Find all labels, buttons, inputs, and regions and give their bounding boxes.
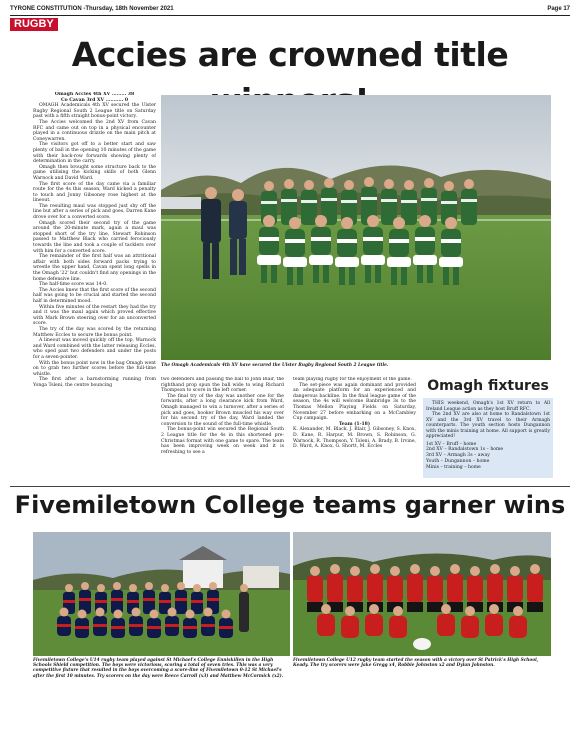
paragraph: The first after a barnstorming running from Yonga Tsleni, the centre bouncing: [33, 377, 156, 388]
story-divider: [10, 486, 570, 487]
paragraph: With the bonus point now in the bag Omagh went on to grab two further scores before the full-time whistle.: [33, 360, 156, 377]
paragraph: The Accies knew that the first score of the second half was going to be crucial and started the second half in determined mood.: [33, 287, 156, 304]
section-tag: RUGBY: [10, 18, 58, 31]
fixture-item: Minis – training – home: [426, 464, 481, 470]
fixture-item: 2nd XV – Randalstown 1s – home: [426, 447, 504, 453]
paragraph: Omagh scored their second try of the game around the 20-minute mark, again a maul was stopped short of the try line, Stewart Robinson passed to Matthew Black who carried ferociously towards the line and took a couple of tacklers over with him for a converted score.: [33, 220, 156, 254]
score-line-2: Co Cavan 3rd XV ........... 0: [60, 97, 129, 103]
story1-column-1: [33, 92, 156, 477]
paragraph: The set-piece was again dominant and provided an adequate platform for an experienced and dangerous backline. In the final league game of the season, the 4s will welcome Banbridge 3s to the Thomas Mellon Playing Fields on Saturday, November 27 before embarking on a McCambley Cup campaign.: [293, 382, 416, 422]
fixture-item: 1st XV – Bruff – home: [426, 441, 477, 447]
score-line-1: Omagh Accies 4th XV ......... 38: [54, 92, 135, 97]
page-number: Page 17: [547, 6, 570, 12]
paragraph: The resulting maul was stopped just shy off the line but after a series of pick and goes, Darren Kane drove over for a converted score.: [33, 203, 156, 221]
story1-column-3: [293, 377, 416, 477]
fixture-item: Youth – Dungannon – home: [426, 458, 490, 464]
paragraph: OMAGH Academicals 4th XV secured the Ulster Rugby Regional South 2 League title on Saturday past with a fifth straight bonus-point victory.: [33, 103, 156, 120]
paragraph: Omagh then brought some structure back to the game utilising the kicking skills of both Glenn Warnock and David Ward.: [33, 164, 156, 181]
paragraph: The final try of the day was another one for the forwards, after a long clearance kick from Ward, Omagh managed to win a turnover, after a series of pick and goes, hooker Brown muscled his way over for his second try of the day, Ward landed the conversion to the sound of the full-time whistle.: [161, 393, 284, 427]
paragraph: Within five minutes of the restart they had the try and it was the maul again which proved effective with Mark Brown steering over for an unconverted score.: [33, 304, 156, 327]
fixtures-box: [423, 398, 553, 478]
paragraph: The try of the day was scored by the returning Matthew Eccles to secure the bonus point.: [33, 326, 156, 338]
fixture-item: 3rd XV – Armagh 3s – away: [426, 453, 490, 459]
team-photo-caption: The Omagh Academicals 4th XV have secured the Ulster Rugby Regional South 2 League title.: [161, 363, 389, 368]
paragraph: The visitors got off to a better start and saw plenty of ball in the opening 10 minutes of the game with their back-row forwards showing plenty of determination in the carry.: [33, 142, 156, 165]
story1-headline: Accies are crowned title: [71, 35, 509, 74]
fixtures-paragraph: The 2nd XV are also at home to Randalstown 1st XV and the 3rd XV travel to their Armagh counterparts. The youth section hosts Dungannon with the minis training at home. All support is greatly appreciated!: [426, 412, 550, 439]
u12-team-photo: [293, 532, 551, 656]
u14-team-photo: [33, 532, 290, 656]
u12-caption: Fivemiletown College U12 rugby team started the season with a victory over St Patrick's High School, Keady. The try scorers were Jake Gregg x4, Robbie Johnston x2 and Dylan Johnston.: [293, 658, 539, 669]
fixtures-intro: THIS weekend, Omagh's 1st XV return to All Ireland League action as they host Bruff RFC.: [426, 401, 550, 412]
paragraph: The half-time score was 14-0.: [39, 282, 108, 288]
team-list: K. Alexander, M. Black, J. Blair, J. Gibsoney, S. Knox, D. Kane, R. Harpur, M. Brown, S. Robinson, G. Warnock, R. Thompson, Y. Tsleni, A. Brady, B. Irvine, D. Ward, A. Knox, G. Shortt, M. Eccles: [293, 427, 416, 450]
paragraph: two defenders and passing the ball to John Blair, the righthand prop spun the ball wide to wing Richard Thompson to score in the left corner.: [161, 377, 284, 394]
team-photo: [161, 95, 551, 360]
fixtures-title: Omagh fixtures: [427, 378, 549, 394]
story1-column-2: [161, 377, 284, 477]
paragraph: The remainder of the first half was an attritional affair with both sides forward packs trying to wrestle the upper hand, Cavan spent long spells in the Omagh '22' but couldn't find any openings in the home defensive line.: [33, 254, 156, 282]
paragraph: A lineout was moved quickly off the top, Warnock and Ward combined with the latter releasing Eccles, who sped past two defenders and under the posts for a seven-pointer.: [33, 338, 156, 360]
u14-caption: Fivemiletown College's U14 rugby team played against St Michael's College Enniskillen in the High Schools Shield competition. The boys were victorious, scoring a total of seven tries. This was a very competitive fixture that resulted in the boys overcoming a score-line of Fivemiletown 0-12 St Michael's after the first 10 minutes. Try scorers on the day were Reece Carroll (x3) and Matthew McCormick (x2).: [33, 658, 284, 679]
publication-line: TYRONE CONSTITUTION -Thursday, 18th November 2021: [10, 6, 174, 12]
paragraph: team playing rugby for the enjoyment of the game.: [293, 377, 412, 382]
paragraph: The bonus-point win secured the Regional South 2 League title for the 4s in this shortened pre-Christmas format with one game to spare. The team has been improving week on week and it is refreshing to see a: [161, 427, 284, 455]
paragraph: The Accies welcomed the 2nd XV from Cavan RFC and came out on top in a physical encounter played in a continuous drizzle on the main pitch at Coneywarren.: [33, 119, 156, 142]
masthead-rule: [10, 15, 570, 16]
story2-headline: Fivemiletown College teams garner wins: [14, 491, 566, 519]
paragraph: The first score of the day came via a familiar route for the 4s this season, Ward kicked a penalty to touch and Jonny Gibsoney rose highest at the lineout.: [33, 181, 156, 204]
team-heading: Team (1-18): [338, 421, 371, 427]
